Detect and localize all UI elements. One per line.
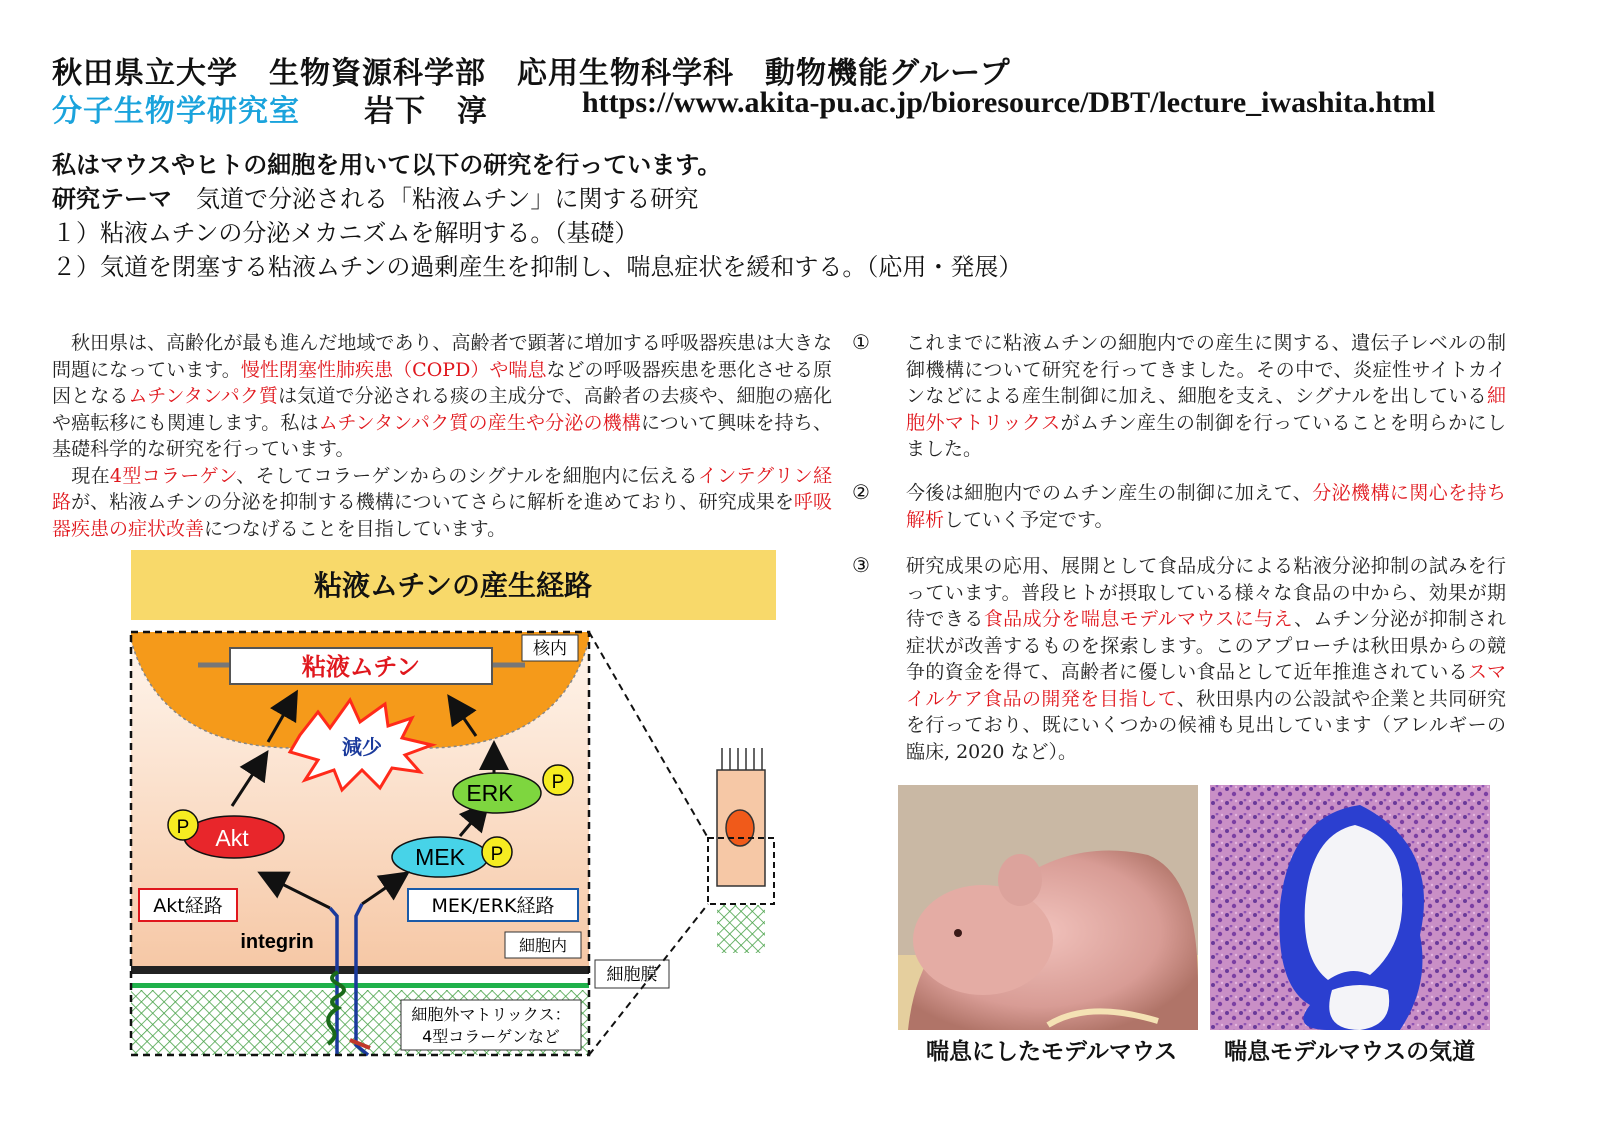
- ecm-label-1: 細胞外マトリックス：: [411, 1005, 571, 1024]
- research-item-1: これまでに粘液ムチンの細胞内での産生に関する、遺伝子レベルの制御機構について研究を行ってきました。その中で、炎症性サイトカインなどによる産生制御に加え、細胞を支え、シグナルを出している細胞外マトリックスがムチン産生の制御を行っていることを明らかにしました。: [906, 332, 1507, 460]
- mucin-label: 粘液ムチン: [301, 653, 421, 681]
- item-number-2: ②: [852, 480, 870, 504]
- erk-label: ERK: [466, 780, 514, 806]
- theme-label: 研究テーマ: [52, 185, 172, 213]
- research-item-3: 研究成果の応用、展開として食品成分による粘液分泌抑制の試みを行っています。普段ヒトが摂取している様々な食品の中から、効果が期待できる食品成分を喘息モデルマウスに与え、ムチン分泌が抑制され症状が改善するものを探索します。このアプローチは秋田県からの競争的資金を得て、高齢者に優しい食品として近年推進されているスマイルケア食品の開発を目指して、秋田県内の公設試や企業と共同研究を行っており、既にいくつかの候補も見出しています（アレルギーの臨床, 2020 など）。: [906, 555, 1506, 763]
- theme-item-1: １）粘液ムチンの分泌メカニズムを解明する。（基礎）: [52, 219, 639, 247]
- decrease-label: 減少: [342, 735, 382, 759]
- mek-label: MEK: [415, 844, 465, 870]
- nucleus-label: 核内: [533, 639, 567, 659]
- mouse-photo: [898, 785, 1198, 1030]
- cell-membrane: [131, 966, 589, 974]
- item-number-1: ①: [852, 330, 870, 354]
- mek-pathway-label: MEK/ERK経路: [431, 895, 555, 917]
- left-paragraph: 秋田県は、高齢化が最も進んだ地域であり、高齢者で顕著に増加する呼吸器疾患は大きな問題になっています。慢性閉塞性肺疾患（COPD）や喘息などの呼吸器疾患を悪化させる原因となるムチンタンパク質は気道で分泌される痰の主成分で、高齢者の去痰や、細胞の癌化や癌転移にも関連します。私はムチンタンパク質の産生や分泌の機構について興味を持ち、基礎科学的な研究を行っています。 現在4型コラーゲン、そしてコラーゲンからのシグナルを細胞内に伝えるインテグリン経路が、粘液ムチンの分泌を抑制する機構についてさらに解析を進めており、研究成果を呼吸器疾患の症状改善につなげることを目指しています。: [52, 332, 832, 540]
- airway-histology-photo: [1210, 785, 1490, 1030]
- intro-line: 私はマウスやヒトの細胞を用いて以下の研究を行っています。: [52, 151, 722, 179]
- cytoplasm-label: 細胞内: [518, 936, 568, 955]
- research-item-2: 今後は細胞内でのムチン産生の制御に加えて、分泌機構に関心を持ち解析していく予定です。: [906, 482, 1506, 531]
- header-title: 秋田県立大学 生物資源科学部 応用生物科学科 動物機能グループ: [52, 56, 1011, 91]
- membrane-label: 細胞膜: [606, 965, 658, 985]
- akt-pathway-label: Akt経路: [153, 895, 223, 917]
- lab-name: 分子生物学研究室: [52, 94, 300, 129]
- intro-block: [52, 148, 1022, 284]
- erk-p-label: P: [551, 772, 565, 793]
- akt-label: Akt: [215, 825, 249, 851]
- theme-item-2: ２）気道を閉塞する粘液ムチンの過剰産生を抑制し、喘息症状を緩和する。（応用・発展）: [52, 253, 1023, 281]
- airway-photo-caption: 喘息モデルマウスの気道: [1224, 1039, 1476, 1065]
- akt-p-label: P: [176, 817, 190, 838]
- lab-url[interactable]: https://www.akita-pu.ac.jp/bioresource/DBT/lecture_iwashita.html: [582, 86, 1436, 119]
- integrin-label: integrin: [240, 931, 314, 953]
- ecm-label-2: 4型コラーゲンなど: [422, 1027, 560, 1046]
- mouse-photo-caption: 喘息にしたモデルマウス: [926, 1039, 1178, 1065]
- airway-cell-icon: [708, 748, 774, 953]
- diagram-title: 粘液ムチンの産生経路: [313, 569, 593, 602]
- mucin-pathway-diagram: [0, 540, 820, 1080]
- theme-line: 研究テーマ 気道で分泌される「粘液ムチン」に関する研究: [52, 185, 699, 213]
- mek-p-label: P: [490, 844, 504, 865]
- researcher-name: 岩下 淳: [364, 94, 488, 129]
- item-number-3: ③: [852, 553, 870, 577]
